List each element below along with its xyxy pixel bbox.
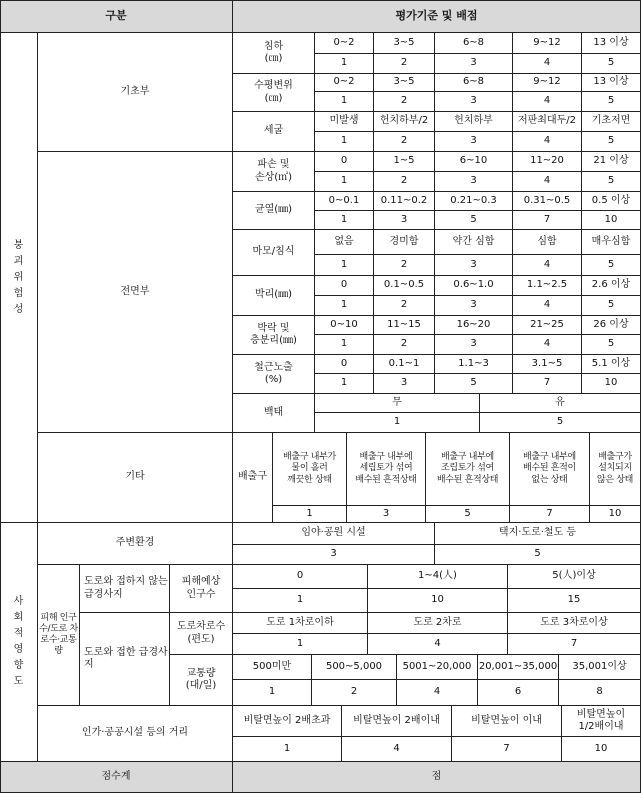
score-cell: 10 xyxy=(368,589,508,613)
range-cell: 21~25 xyxy=(513,316,582,335)
criterion-label: 박락 및 층분리(㎜) xyxy=(233,316,315,355)
score-cell: 4 xyxy=(513,54,582,74)
range-cell: 유 xyxy=(480,394,641,413)
total-unit: 점 xyxy=(233,762,641,793)
score-cell: 5 xyxy=(582,172,641,192)
range-cell: 26 이상 xyxy=(582,316,641,335)
range-cell: 5.1 이상 xyxy=(582,355,641,374)
range-cell: 3~5 xyxy=(374,33,435,54)
score-cell: 4 xyxy=(513,132,582,152)
criterion-label: 마모/침식 xyxy=(233,230,315,276)
range-cell: 배출구 내부가 물이 흘러 깨끗한 상태 xyxy=(273,433,347,506)
criterion-label: 파손 및 손상(㎡) xyxy=(233,152,315,192)
criterion-label: 배출구 xyxy=(233,433,273,523)
vertical-char: 영 xyxy=(13,644,24,655)
score-cell: 1 xyxy=(315,92,374,112)
score-cell: 5 xyxy=(582,335,641,355)
range-cell: 0.6~1.0 xyxy=(435,276,513,296)
range-cell: 도로 2차로 xyxy=(368,613,508,634)
range-cell: 11~15 xyxy=(374,316,435,335)
range-cell: 5001~20,000 xyxy=(397,655,478,680)
score-cell: 2 xyxy=(374,92,435,112)
group-population-road: 피해 인구수/도로 차로수·교통량 xyxy=(38,565,80,706)
score-cell: 3 xyxy=(374,211,435,230)
score-cell: 10 xyxy=(582,211,641,230)
section-social xyxy=(0,523,38,762)
range-cell: 매우심함 xyxy=(582,230,641,255)
range-cell: 6~10 xyxy=(435,152,513,172)
score-cell: 5 xyxy=(582,296,641,316)
score-cell: 4 xyxy=(368,634,508,655)
range-cell: 0~10 xyxy=(315,316,374,335)
range-cell: 0 xyxy=(315,276,374,296)
score-cell: 10 xyxy=(590,506,641,523)
score-cell: 4 xyxy=(513,172,582,192)
score-cell: 4 xyxy=(513,255,582,276)
criterion-label: 균열(㎜) xyxy=(233,192,315,230)
range-cell: 심함 xyxy=(513,230,582,255)
criterion-label: 교통량 (대/일) xyxy=(170,655,233,706)
range-cell: 500~5,000 xyxy=(312,655,397,680)
range-cell: 9~12 xyxy=(513,74,582,92)
group-wall: 전면부 xyxy=(38,152,233,433)
range-cell: 0 xyxy=(315,152,374,172)
range-cell: 택지·도로·철도 등 xyxy=(435,523,641,545)
score-cell: 7 xyxy=(508,634,641,655)
range-cell: 도로 1차로이하 xyxy=(233,613,368,634)
range-cell: 0~2 xyxy=(315,33,374,54)
range-cell: 미발생 xyxy=(315,112,374,132)
vertical-char: 도 xyxy=(13,676,24,687)
score-cell: 8 xyxy=(559,680,641,706)
score-cell: 4 xyxy=(513,296,582,316)
criterion-label: 피해예상 인구수 xyxy=(170,565,233,613)
range-cell: 없음 xyxy=(315,230,374,255)
range-cell: 비탈면높이 이내 xyxy=(452,706,562,737)
range-cell: 경미함 xyxy=(374,230,435,255)
range-cell: 헌치하부/2 xyxy=(374,112,435,132)
range-cell: 0~0.1 xyxy=(315,192,374,211)
range-cell: 0.1~0.5 xyxy=(374,276,435,296)
range-cell: 13 이상 xyxy=(582,33,641,54)
range-cell: 21 이상 xyxy=(582,152,641,172)
score-cell: 4 xyxy=(342,737,452,762)
score-cell: 5 xyxy=(582,132,641,152)
criterion-label: 철근노출 (%) xyxy=(233,355,315,394)
criterion-label: 주변환경 xyxy=(38,523,233,565)
score-cell: 1 xyxy=(233,634,368,655)
range-cell: 9~12 xyxy=(513,33,582,54)
vertical-char: 괴 xyxy=(13,255,24,267)
range-cell: 0~2 xyxy=(315,74,374,92)
score-cell: 7 xyxy=(452,737,562,762)
score-cell: 1 xyxy=(315,54,374,74)
criterion-label: 도로와 접한 급경사지 xyxy=(80,613,170,706)
range-cell: 6~8 xyxy=(435,74,513,92)
score-cell: 4 xyxy=(513,335,582,355)
score-cell: 3 xyxy=(435,255,513,276)
total-label: 점수계 xyxy=(0,762,233,793)
score-cell: 4 xyxy=(397,680,478,706)
score-cell: 7 xyxy=(510,506,590,523)
score-cell: 7 xyxy=(513,211,582,230)
score-cell: 3 xyxy=(435,54,513,74)
score-cell: 1 xyxy=(315,296,374,316)
score-cell: 3 xyxy=(435,172,513,192)
range-cell: 1.1~2.5 xyxy=(513,276,582,296)
criterion-label: 도로와 접하지 않는 급경사지 xyxy=(80,565,170,613)
criterion-label: 백태 xyxy=(233,394,315,433)
score-cell: 1 xyxy=(315,374,374,394)
criterion-label: 수평변위 (㎝) xyxy=(233,74,315,112)
score-cell: 1 xyxy=(233,737,342,762)
range-cell: 배출구가 설치되지 않은 상태 xyxy=(590,433,641,506)
group-other: 기타 xyxy=(38,433,233,523)
score-cell: 1 xyxy=(233,680,312,706)
range-cell: 2.6 이상 xyxy=(582,276,641,296)
vertical-char: 회 xyxy=(13,612,24,623)
range-cell: 배출구 내부에 세립토가 섞여 배수된 흔적상태 xyxy=(347,433,426,506)
range-cell: 헌치하부 xyxy=(435,112,513,132)
score-cell: 7 xyxy=(513,374,582,394)
score-cell: 10 xyxy=(562,737,641,762)
score-cell: 5 xyxy=(435,545,641,565)
score-cell: 2 xyxy=(374,255,435,276)
score-cell: 2 xyxy=(312,680,397,706)
range-cell: 도로 3차로이상 xyxy=(508,613,641,634)
range-cell: 0.21~0.3 xyxy=(435,192,513,211)
criterion-label: 박리(㎜) xyxy=(233,276,315,316)
vertical-char: 향 xyxy=(13,660,24,671)
score-cell: 3 xyxy=(435,296,513,316)
score-cell: 5 xyxy=(426,506,510,523)
score-cell: 3 xyxy=(374,374,435,394)
score-cell: 5 xyxy=(582,92,641,112)
range-cell: 1.1~3 xyxy=(435,355,513,374)
score-cell: 2 xyxy=(374,172,435,192)
score-cell: 2 xyxy=(374,296,435,316)
criterion-label: 인가·공공시설 등의 거리 xyxy=(38,706,233,762)
range-cell: 임야·공원 시설 xyxy=(233,523,435,545)
score-cell: 5 xyxy=(435,211,513,230)
score-cell: 1 xyxy=(315,172,374,192)
range-cell: 6~8 xyxy=(435,33,513,54)
header-criteria: 평가기준 및 배점 xyxy=(233,0,641,33)
range-cell: 0 xyxy=(315,355,374,374)
criterion-label: 도로차로수 (편도) xyxy=(170,613,233,655)
score-cell: 1 xyxy=(315,335,374,355)
range-cell: 0.31~0.5 xyxy=(513,192,582,211)
range-cell: 3~5 xyxy=(374,74,435,92)
group-foundation: 기초부 xyxy=(38,33,233,152)
vertical-char: 성 xyxy=(13,303,24,315)
score-cell: 3 xyxy=(233,545,435,565)
range-cell: 배출구 내부에 조립토가 섞여 배수된 흔적상태 xyxy=(426,433,510,506)
range-cell: 기초저면 xyxy=(582,112,641,132)
score-cell: 2 xyxy=(374,132,435,152)
score-cell: 3 xyxy=(347,506,426,523)
range-cell: 500미만 xyxy=(233,655,312,680)
score-cell: 1 xyxy=(315,211,374,230)
score-cell: 3 xyxy=(435,132,513,152)
score-cell: 2 xyxy=(374,335,435,355)
range-cell: 비탈면높이 2배이내 xyxy=(342,706,452,737)
score-cell: 1 xyxy=(273,506,347,523)
range-cell: 비탈면높이 2배초과 xyxy=(233,706,342,737)
score-cell: 2 xyxy=(374,54,435,74)
range-cell: 3.1~5 xyxy=(513,355,582,374)
range-cell: 0.11~0.2 xyxy=(374,192,435,211)
range-cell: 5(人)이상 xyxy=(508,565,641,589)
range-cell: 비탈면높이 1/2배이내 xyxy=(562,706,641,737)
score-cell: 5 xyxy=(480,413,641,433)
score-cell: 10 xyxy=(582,374,641,394)
score-cell: 5 xyxy=(582,54,641,74)
score-cell: 1 xyxy=(315,413,480,433)
range-cell: 배출구 내부에 배수된 흔적이 없는 상태 xyxy=(510,433,590,506)
range-cell: 13 이상 xyxy=(582,74,641,92)
criterion-label: 세굴 xyxy=(233,112,315,152)
vertical-char: 적 xyxy=(13,628,24,639)
range-cell: 16~20 xyxy=(435,316,513,335)
range-cell: 0.5 이상 xyxy=(582,192,641,211)
range-cell: 저판최대두/2 xyxy=(513,112,582,132)
score-cell: 1 xyxy=(315,132,374,152)
score-cell: 15 xyxy=(508,589,641,613)
header-category: 구분 xyxy=(0,0,233,33)
score-cell: 6 xyxy=(478,680,559,706)
range-cell: 0 xyxy=(233,565,368,589)
range-cell: 약간 심함 xyxy=(435,230,513,255)
vertical-char: 위 xyxy=(13,271,24,283)
section-structural xyxy=(0,33,38,523)
score-cell: 4 xyxy=(513,92,582,112)
range-cell: 1~4(人) xyxy=(368,565,508,589)
range-cell: 35,001이상 xyxy=(559,655,641,680)
score-cell: 5 xyxy=(435,374,513,394)
score-cell: 3 xyxy=(435,335,513,355)
range-cell: 무 xyxy=(315,394,480,413)
vertical-char: 붕 xyxy=(13,239,24,251)
score-cell: 3 xyxy=(435,92,513,112)
score-cell: 5 xyxy=(582,255,641,276)
score-cell: 1 xyxy=(315,255,374,276)
range-cell: 11~20 xyxy=(513,152,582,172)
score-cell: 1 xyxy=(233,589,368,613)
range-cell: 20,001~35,000 xyxy=(478,655,559,680)
range-cell: 0.1~1 xyxy=(374,355,435,374)
vertical-char: 험 xyxy=(13,287,24,299)
range-cell: 1~5 xyxy=(374,152,435,172)
vertical-char: 사 xyxy=(13,596,24,607)
criterion-label: 침하 (㎝) xyxy=(233,33,315,74)
